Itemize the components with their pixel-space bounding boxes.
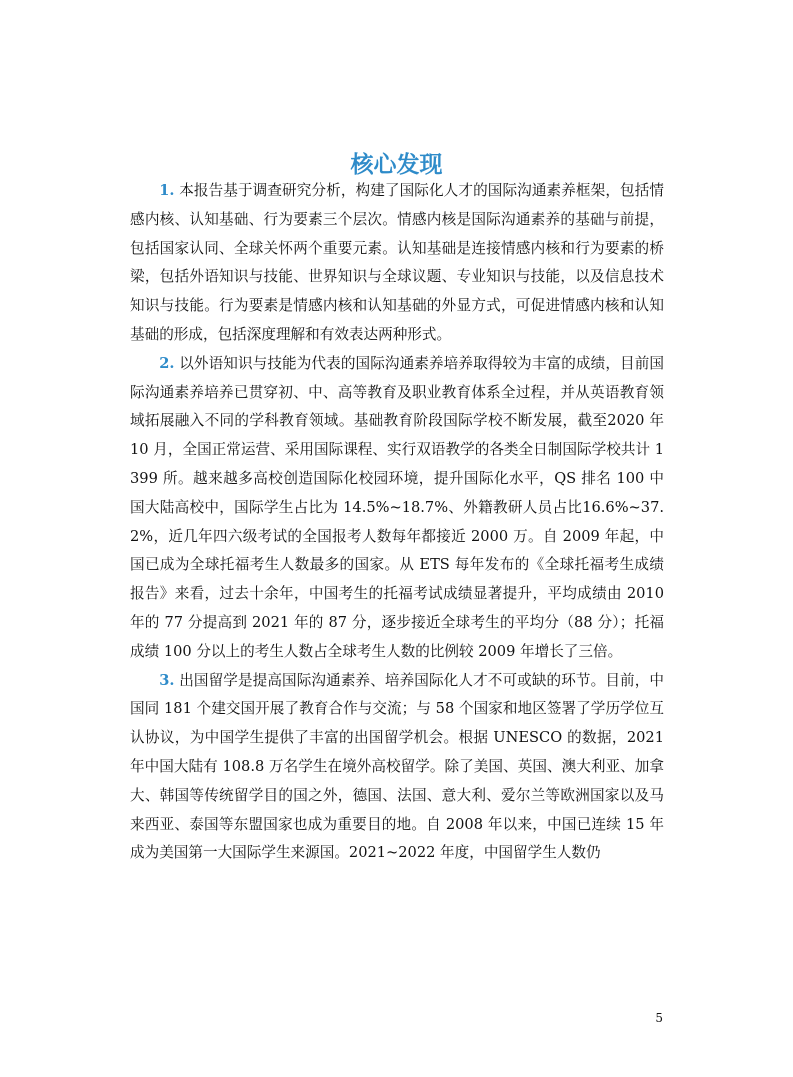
paragraph-1 xyxy=(130,177,664,350)
paragraph-number: 1. xyxy=(159,182,175,199)
paragraph-3 xyxy=(130,667,664,869)
paragraph-number: 3. xyxy=(159,671,175,689)
paragraph-number: 2. xyxy=(159,354,175,372)
paragraph-text: 出国留学是提高国际沟通素养、培养国际化人才不可或缺的环节。目前，中国同 181 个建交国开展了教育合作与交流；与 58 个国家和地区签署了学历学位互认协议，为中国学生提供了丰富的出国留学机会。根据 UNESCO 的数据，2021 年中国大陆有 108.8 万名学生在境外高校留学。除了美国、英国、澳大利亚、加拿大、韩国等传统留学目的国之外，德国、法国、意大利、爱尔兰等欧洲国家以及马来西亚、泰国等东盟国家也成为重要目的地。自 2008 年以来，中国已连续 15 年成为美国第一大国际学生来源国。2021~2022 年度，中国留学生人数仍 xyxy=(130,671,664,862)
page-title: 核心发现 xyxy=(350,152,443,178)
paragraph-text: 本报告基于调查研究分析，构建了国际化人才的国际沟通素养框架，包括情感内核、认知基础、行为要素三个层次。情感内核是国际沟通素养的基础与前提，包括国家认同、全球关怀两个重要元素。认知基础是连接情感内核和行为要素的桥梁，包括外语知识与技能、世界知识与全球议题、专业知识与技能，以及信息技术知识与技能。行为要素是情感内核和认知基础的外显方式，可促进情感内核和认知基础的形成，包括深度理解和有效表达两种形式。 xyxy=(130,182,664,343)
paragraph-text: 以外语知识与技能为代表的国际沟通素养培养取得较为丰富的成绩，目前国际沟通素养培养已贯穿初、中、高等教育及职业教育体系全过程，并从英语教育领域拓展融入不同的学科教育领域。基础教育阶段国际学校不断发展，截至2020 年 10 月，全国正常运营、采用国际课程、实行双语教学的各类全日制国际学校共计 1399 所。越来越多高校创造国际化校园环境，提升国际化水平，QS 排名 100 中国大陆高校中，国际学生占比为 14.5%~18.7%、外籍教研人员占比16.6%~37.2%，近几年四六级考试的全国报考人数每年都接近 2000 万。自 2009 年起，中国已成为全球托福考生人数最多的国家。从 ETS 每年发布的《全球托福考生成绩报告》来看，过去十余年，中国考生的托福考试成绩显著提升，平均成绩由 2010 年的 77 分提高到 2021 年的 87 分，逐步接近全球考生的平均分（88 分）；托福成绩 100 分以上的考生人数占全球考生人数的比例较 2009 年增长了三倍。 xyxy=(130,354,664,660)
paragraph-2 xyxy=(130,350,664,667)
page-number: 5 xyxy=(655,1011,663,1025)
body-text xyxy=(130,177,664,868)
